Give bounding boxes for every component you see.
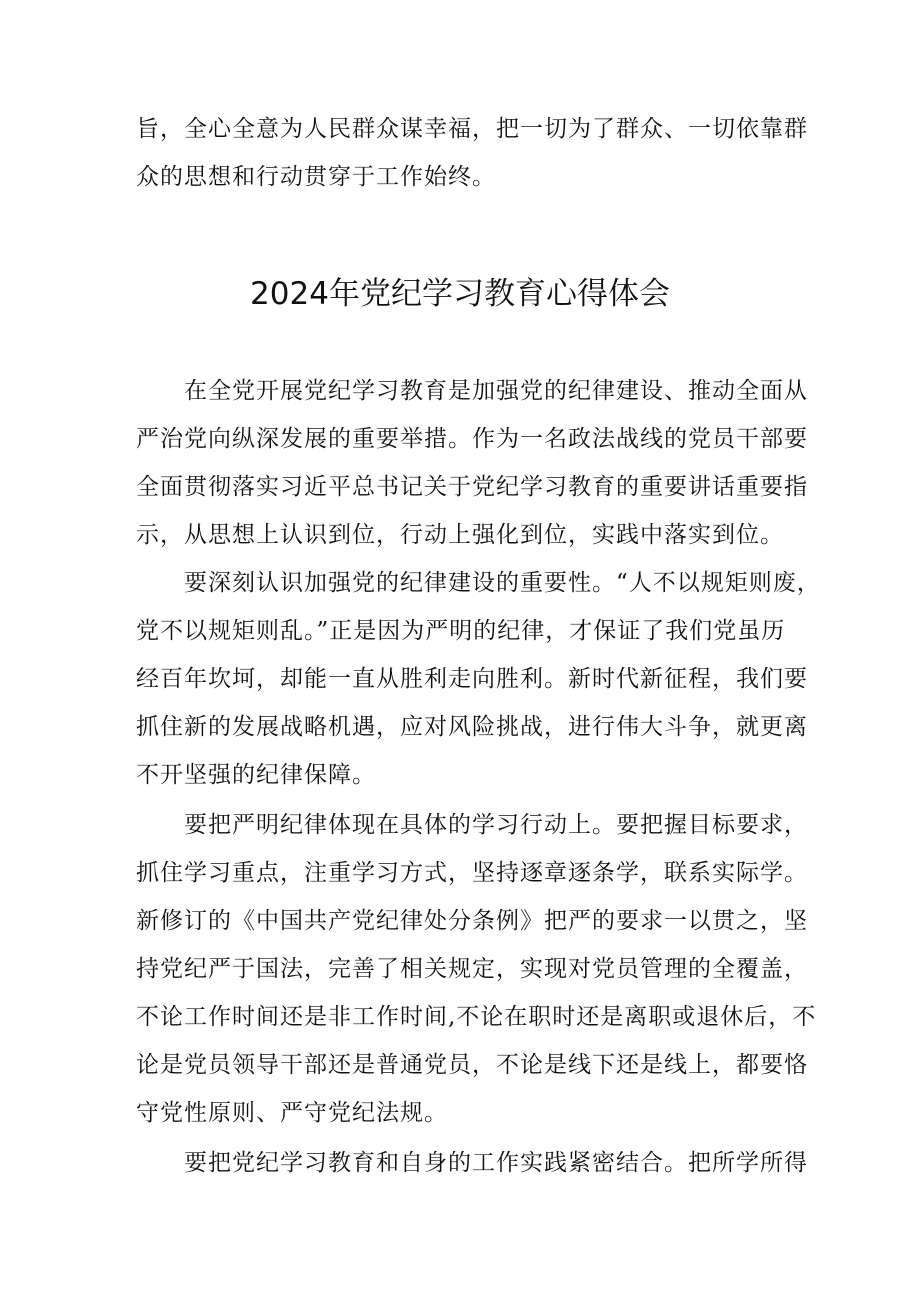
- text-line: 严治党向纵深发展的重要举措。作为一名政法战线的党员干部要: [136, 426, 808, 452]
- text-line: 要把党纪学习教育和自身的工作实践紧密结合。把所学所得: [136, 1150, 808, 1176]
- text-line: 全面贯彻落实习近平总书记关于党纪学习教育的重要讲话重要指: [136, 474, 808, 500]
- text-line: 要把严明纪律体现在具体的学习行动上。要把握目标要求，: [136, 812, 808, 838]
- text-line: 抓住学习重点，注重学习方式，坚持逐章逐条学，联系实际学。: [136, 860, 808, 886]
- text-line: 守党性原则、严守党纪法规。: [136, 1100, 448, 1126]
- text-line: 旨，全心全意为人民群众谋幸福，把一切为了群众、一切依靠群: [136, 116, 808, 142]
- text-line: 不开坚强的纪律保障。: [136, 762, 376, 788]
- text-line: 论是党员领导干部还是普通党员，不论是线下还是线上，都要恪: [136, 1052, 808, 1078]
- text-line: 新修订的《中国共产党纪律处分条例》把严的要求一以贯之，坚: [136, 908, 808, 934]
- text-line: 持党纪严于国法，完善了相关规定，实现对党员管理的全覆盖，: [136, 956, 808, 982]
- text-line: 抓住新的发展战略机遇，应对风险挑战，进行伟大斗争，就更离: [136, 714, 808, 740]
- text-line: 在全党开展党纪学习教育是加强党的纪律建设、推动全面从: [136, 378, 808, 404]
- text-line: 示，从思想上认识到位，行动上强化到位，实践中落实到位。: [136, 522, 784, 548]
- text-line: 党不以规矩则乱。”正是因为严明的纪律，才保证了我们党虽历: [136, 618, 786, 644]
- text-line: 众的思想和行动贯穿于工作始终。: [136, 164, 496, 190]
- text-line: 要深刻认识加强党的纪律建设的重要性。“人不以规矩则废，: [136, 570, 821, 596]
- text-line: 经百年坎坷，却能一直从胜利走向胜利。新时代新征程，我们要: [136, 666, 808, 692]
- document-title: 2024年党纪学习教育心得体会: [250, 276, 670, 312]
- text-line: 不论工作时间还是非工作时间,不论在职时还是离职或退休后，不: [136, 1004, 817, 1030]
